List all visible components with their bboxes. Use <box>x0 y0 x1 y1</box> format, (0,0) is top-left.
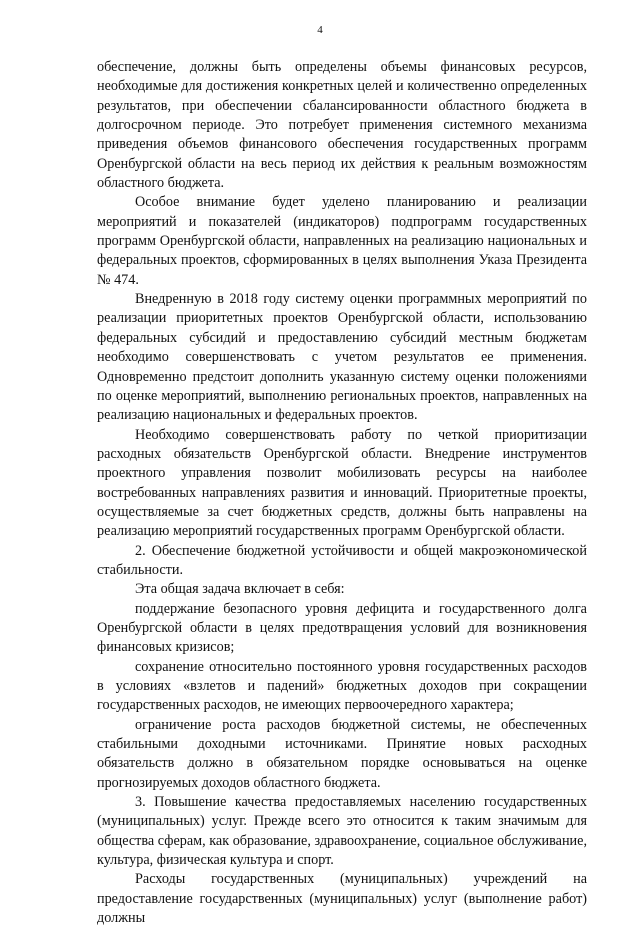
paragraph-10-section-heading: 3. Повышение качества предоставляемых населению государственных (муниципальных) услуг. Прежде всего это относится к таким значимым для общества сферам, как образование, здравоохранение, социальное обслуживание, культура, физическая культура и спорт. <box>97 794 587 869</box>
paragraph-11: Расходы государственных (муниципальных) учреждений на предоставление государственных (муниципальных) услуг (выполнение работ) должны <box>97 871 587 927</box>
document-body <box>97 58 587 928</box>
paragraph-7-list-item: поддержание безопасного уровня дефицита и государственного долга Оренбургской области в целях предотвращения условий для возникновения финансовых кризисов; <box>97 600 587 656</box>
paragraph-9-list-item: ограничение роста расходов бюджетной системы, не обеспеченных стабильными доходными источниками. Принятие новых расходных обязательств должно в обязательном порядке основываться на оценке прогнозируемых доходов областного бюджета. <box>97 716 587 791</box>
paragraph-6: Эта общая задача включает в себя: <box>135 581 345 598</box>
paragraph-3: Внедренную в 2018 году систему оценки программных мероприятий по реализации приоритетных проектов Оренбургской области, использованию федеральных субсидий и предоставлению субсидий местным бюджетам необходимо совершенствовать с учетом результатов ее применения. Одновременно предстоит дополнить указанную систему оценки положениями по оценке мероприятий, выполнению региональных проектов, направленных на реализацию национальных и федеральных проектов. <box>97 291 587 424</box>
paragraph-4: Необходимо совершенствовать работу по четкой приоритизации расходных обязательств Оренбургской области. Внедрение инструментов проектного управления позволит мобилизовать ресурсы на наиболее востребованных направлениях развития и инноваций. Приоритетные проекты, осуществляемые за счет бюджетных средств, должны быть направлены на реализацию мероприятий государственных программ Оренбургской области. <box>97 426 587 540</box>
paragraph-5-section-heading: 2. Обеспечение бюджетной устойчивости и общей макроэкономической стабильности. <box>97 542 587 578</box>
page-number: 4 <box>317 24 323 36</box>
paragraph-8-list-item: сохранение относительно постоянного уровня государственных расходов в условиях «взлетов и падений» бюджетных доходов при сокращении государственных расходов, не имеющих первоочередного характера; <box>97 658 587 714</box>
paragraph-1: обеспечение, должны быть определены объемы финансовых ресурсов, необходимые для достижения конкретных целей и количественно определенных результатов, при обеспечении сбалансированности областного бюджета в долгосрочном периоде. Это потребует применения системного механизма приведения объемов финансового обеспечения государственных программ Оренбургской области на весь период их действия к реальным возможностям областного бюджета. <box>97 59 587 192</box>
paragraph-2: Особое внимание будет уделено планированию и реализации мероприятий и показателей (индикаторов) подпрограмм государственных программ Оренбургской области, направленных на реализацию национальных и федеральных проектов, сформированных в целях выполнения Указа Президента № 474. <box>97 194 587 288</box>
